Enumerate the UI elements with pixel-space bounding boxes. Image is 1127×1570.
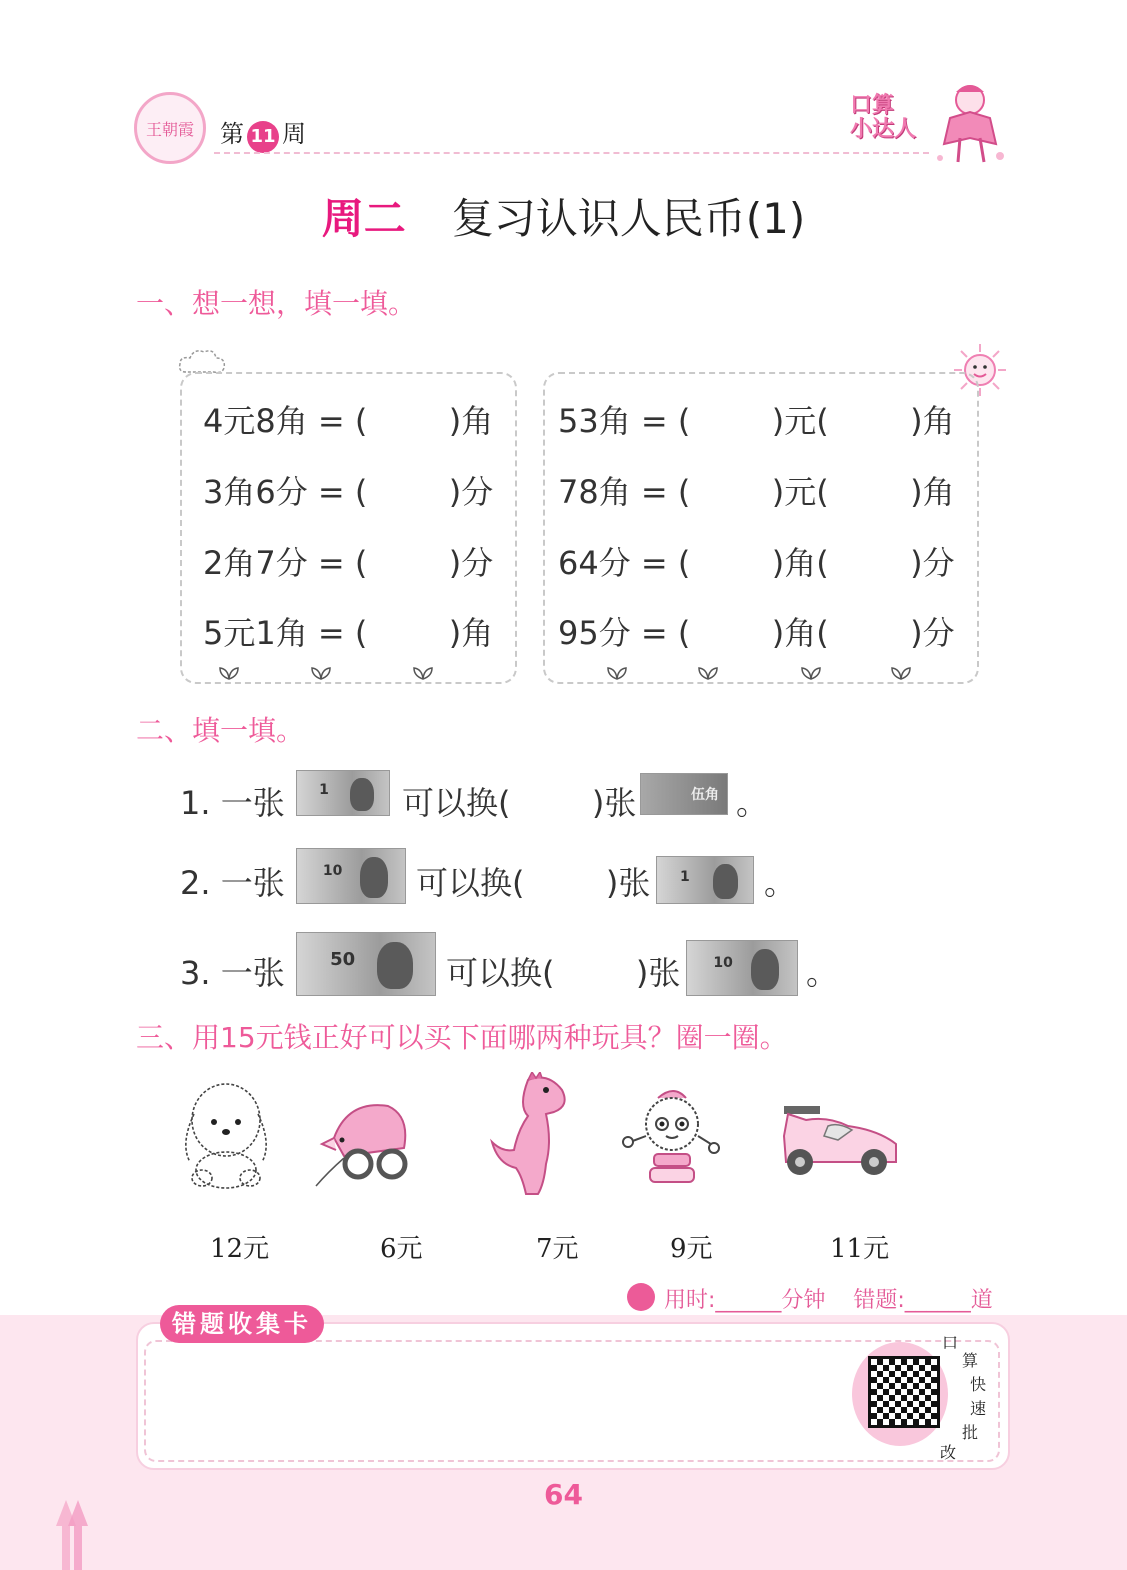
toy-price-1: 12元 [210, 1234, 270, 1264]
robot-icon [620, 1084, 720, 1192]
equation-right-3: 64分 = ( )角( )分 [558, 544, 955, 582]
banknote-5-jiao: 伍角 [640, 773, 728, 815]
exchange-row-2-middle: 可以换( )张 [416, 864, 651, 902]
banknote-10-yuan: 10 [296, 848, 406, 904]
leaf-icon [412, 666, 434, 680]
up-arrows-icon [52, 1500, 92, 1570]
equation-left-4: 5元1角 = ( )角 [203, 614, 494, 652]
toy-price-3: 7元 [536, 1234, 579, 1264]
exchange-row-3-suffix: 。 [806, 954, 839, 992]
equation-right-4: 95分 = ( )角( )分 [558, 614, 955, 652]
leaf-icon [310, 666, 332, 680]
stopwatch-icon [627, 1283, 655, 1311]
equation-right-1: 53角 = ( )元( )角 [558, 402, 955, 440]
dinosaur-icon [488, 1072, 574, 1202]
section1-heading: 一、想一想，填一填。 [136, 287, 417, 320]
logo-text: 王朝霞 [145, 120, 194, 139]
week-number-badge: 11 [247, 121, 279, 153]
section2-heading: 二、填一填。 [136, 714, 305, 747]
title-day: 周二 [321, 194, 406, 243]
leaf-icon [697, 666, 719, 680]
leaf-icon [218, 666, 240, 680]
exchange-row-1-middle: 可以换( )张 [402, 784, 637, 822]
qr-caption-char: 批 [962, 1423, 979, 1442]
qr-caption-char: 改 [940, 1443, 957, 1462]
toy-price-2: 6元 [380, 1234, 423, 1264]
banknote-1-yuan: 1 [656, 856, 754, 904]
qr-caption-char: 快 [970, 1375, 987, 1394]
equation-left-3: 2角7分 = ( )分 [203, 544, 494, 582]
week-label: 第 11 周 [220, 114, 306, 153]
hedgehog-pull-toy-icon [314, 1092, 414, 1188]
page-number: 64 [544, 1478, 583, 1511]
equation-left-1: 4元8角 = ( )角 [203, 402, 494, 440]
exchange-row-2-prefix: 2. 一张 [180, 864, 285, 902]
exchange-row-2-suffix: 。 [764, 864, 797, 902]
page-title [0, 186, 1127, 246]
section3-heading: 三、用15元钱正好可以买下面哪两种玩具？圈一圈。 [136, 1021, 788, 1054]
exchange-row-1-suffix: 。 [736, 784, 769, 822]
exchange-row-3-prefix: 3. 一张 [180, 954, 285, 992]
title-topic: 复习认识人民币(1) [451, 194, 806, 243]
brand-logo: 口算 小达人 [850, 93, 917, 142]
banknote-50-yuan: 50 [296, 932, 436, 996]
banknote-1-yuan: 1 [296, 770, 390, 816]
equation-left-2: 3角6分 = ( )分 [203, 473, 494, 511]
qr-code-icon[interactable] [868, 1356, 940, 1428]
exchange-row-3-middle: 可以换( )张 [446, 954, 681, 992]
mascot-icon [930, 78, 1012, 168]
leaf-icon [890, 666, 912, 680]
toy-price-4: 9元 [670, 1234, 713, 1264]
exchange-row-1-prefix: 1. 一张 [180, 784, 285, 822]
time-and-mistakes-label: 用时:______分钟 错题:______道 [664, 1288, 993, 1313]
publisher-logo [134, 92, 206, 164]
banknote-10-yuan: 10 [686, 940, 798, 996]
mistake-card-title: 错题收集卡 [160, 1305, 324, 1343]
equation-right-2: 78角 = ( )元( )角 [558, 473, 955, 511]
leaf-icon [800, 666, 822, 680]
qr-caption-char: 速 [970, 1399, 987, 1418]
header-divider [214, 152, 929, 154]
race-car-icon [778, 1100, 902, 1186]
bunny-icon [176, 1074, 276, 1190]
toy-price-5: 11元 [830, 1234, 890, 1264]
qr-caption-char: 口 [942, 1333, 959, 1352]
leaf-icon [606, 666, 628, 680]
qr-caption-char: 算 [962, 1351, 979, 1370]
